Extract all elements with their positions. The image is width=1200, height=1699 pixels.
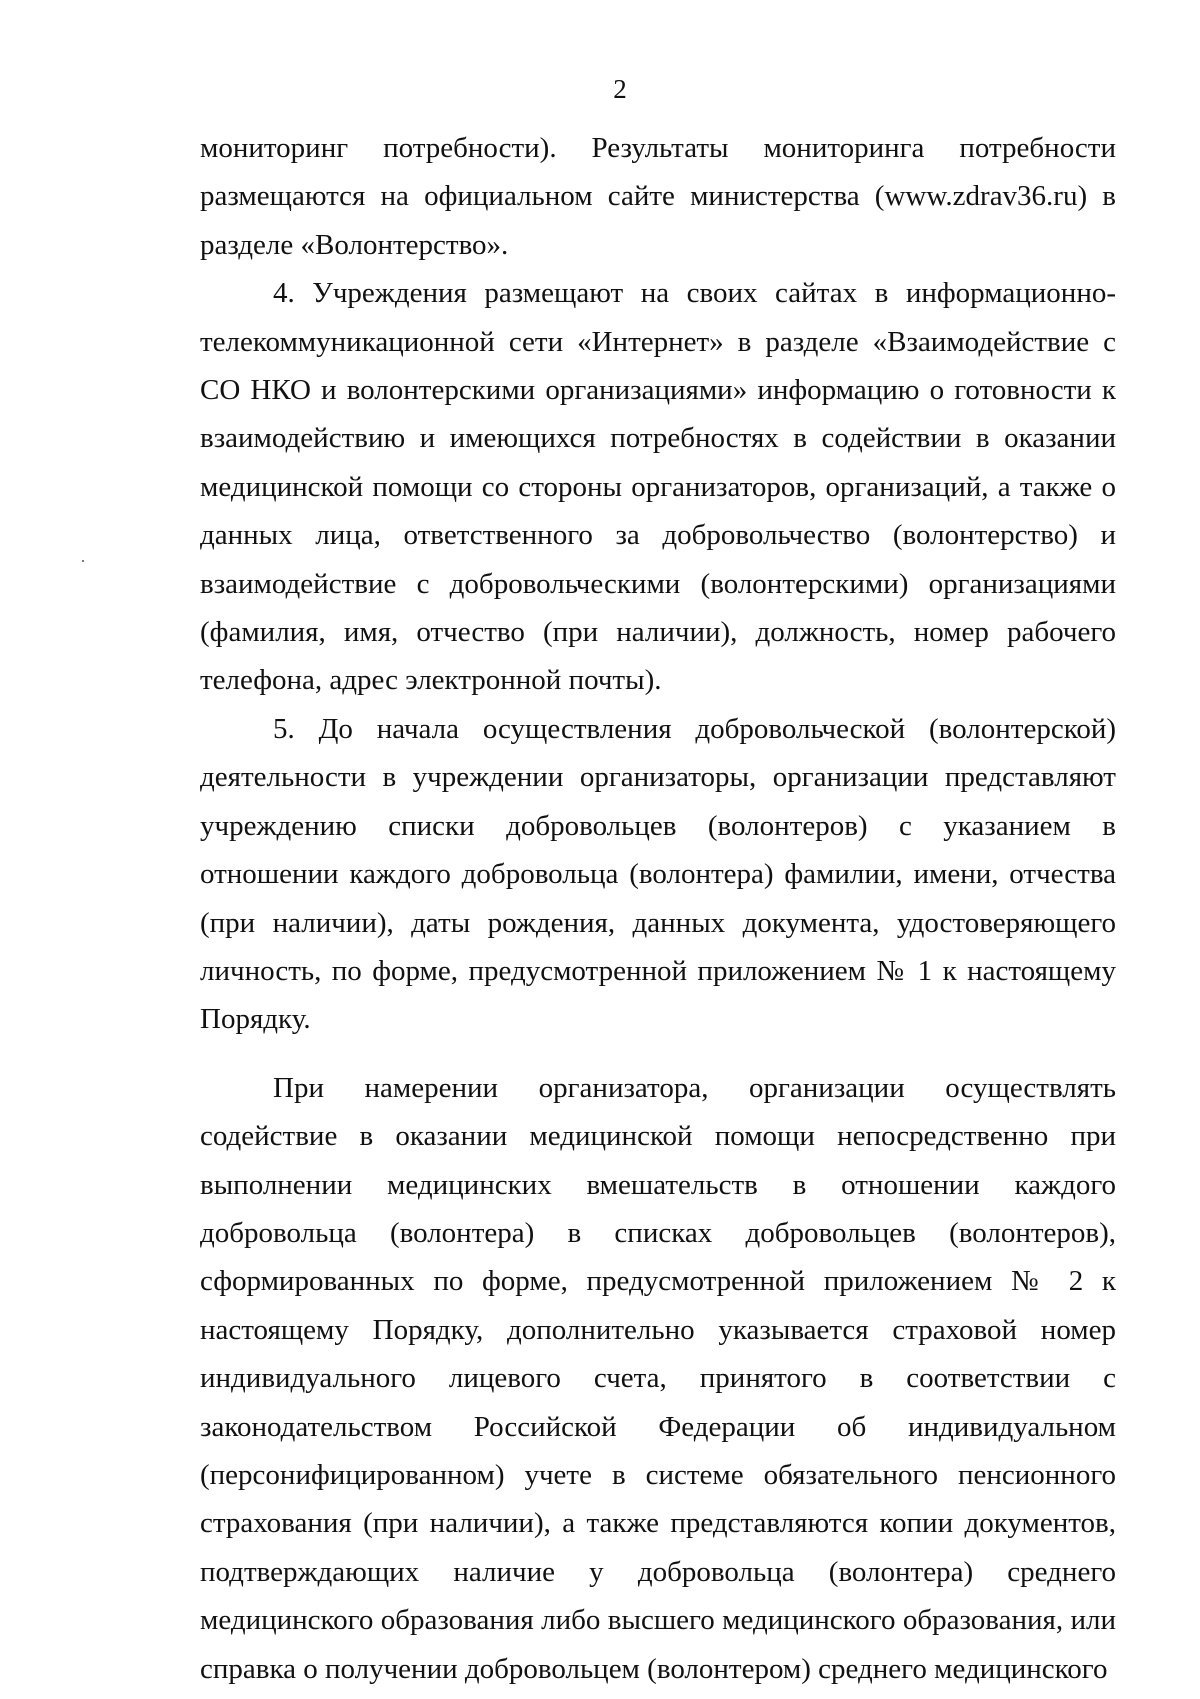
paragraph-continuation: мониторинг потребности). Результаты мониторинга потребности размещаются на официальном сайте министерства (www.zdrav36.ru) в разделе «Волонтерство». — [200, 132, 1116, 261]
document-body — [200, 124, 1116, 1693]
paragraph-item-4: 4. Учреждения размещают на своих сайтах в информационно-телекоммуникационной сети «Интернет» в разделе «Взаимодействие с СО НКО и волонтерскими организациями» информацию о готовности к взаимодействию и имеющихся потребностях в содействии в оказании медицинской помощи со стороны организаторов, организаций, а также о данных лица, ответственного за добровольчество (волонтерство) и взаимодействие с добровольческими (волонтерскими) организациями (фамилия, имя, отчество (при наличии), должность, номер рабочего телефона, адрес электронной почты). — [200, 277, 1116, 697]
paragraph-organizer-intent: При намерении организатора, организации осуществлять содействие в оказании медицинской помощи непосредственно при выполнении медицинских вмешательств в отношении каждого добровольца (волонтера) в списках добровольцев (волонтеров), сформированных по форме, предусмотренной приложением № 2 к настоящему Порядку, дополнительно указывается страховой номер индивидуального лицевого счета, принятого в соответствии с законодательством Российской Федерации об индивидуальном (персонифицированном) учете в системе обязательного пенсионного страхования (при наличии), а также представляются копии документов, подтверждающих наличие у добровольца (волонтера) среднего медицинского образования либо высшего медицинского образования, или справка о получении добровольцем (волонтером) среднего медицинского — [200, 1071, 1116, 1685]
page-number: 2 — [613, 74, 627, 104]
scan-speck — [82, 560, 84, 562]
paragraph-item-5: 5. До начала осуществления добровольческой (волонтерской) деятельности в учреждении организаторы, организации представляют учреждению списки добровольцев (волонтеров) с указанием в отношении каждого добровольца (волонтера) фамилии, имени, отчества (при наличии), даты рождения, данных документа, удостоверяющего личность, по форме, предусмотренной приложением № 1 к настоящему Порядку. — [200, 712, 1116, 1036]
